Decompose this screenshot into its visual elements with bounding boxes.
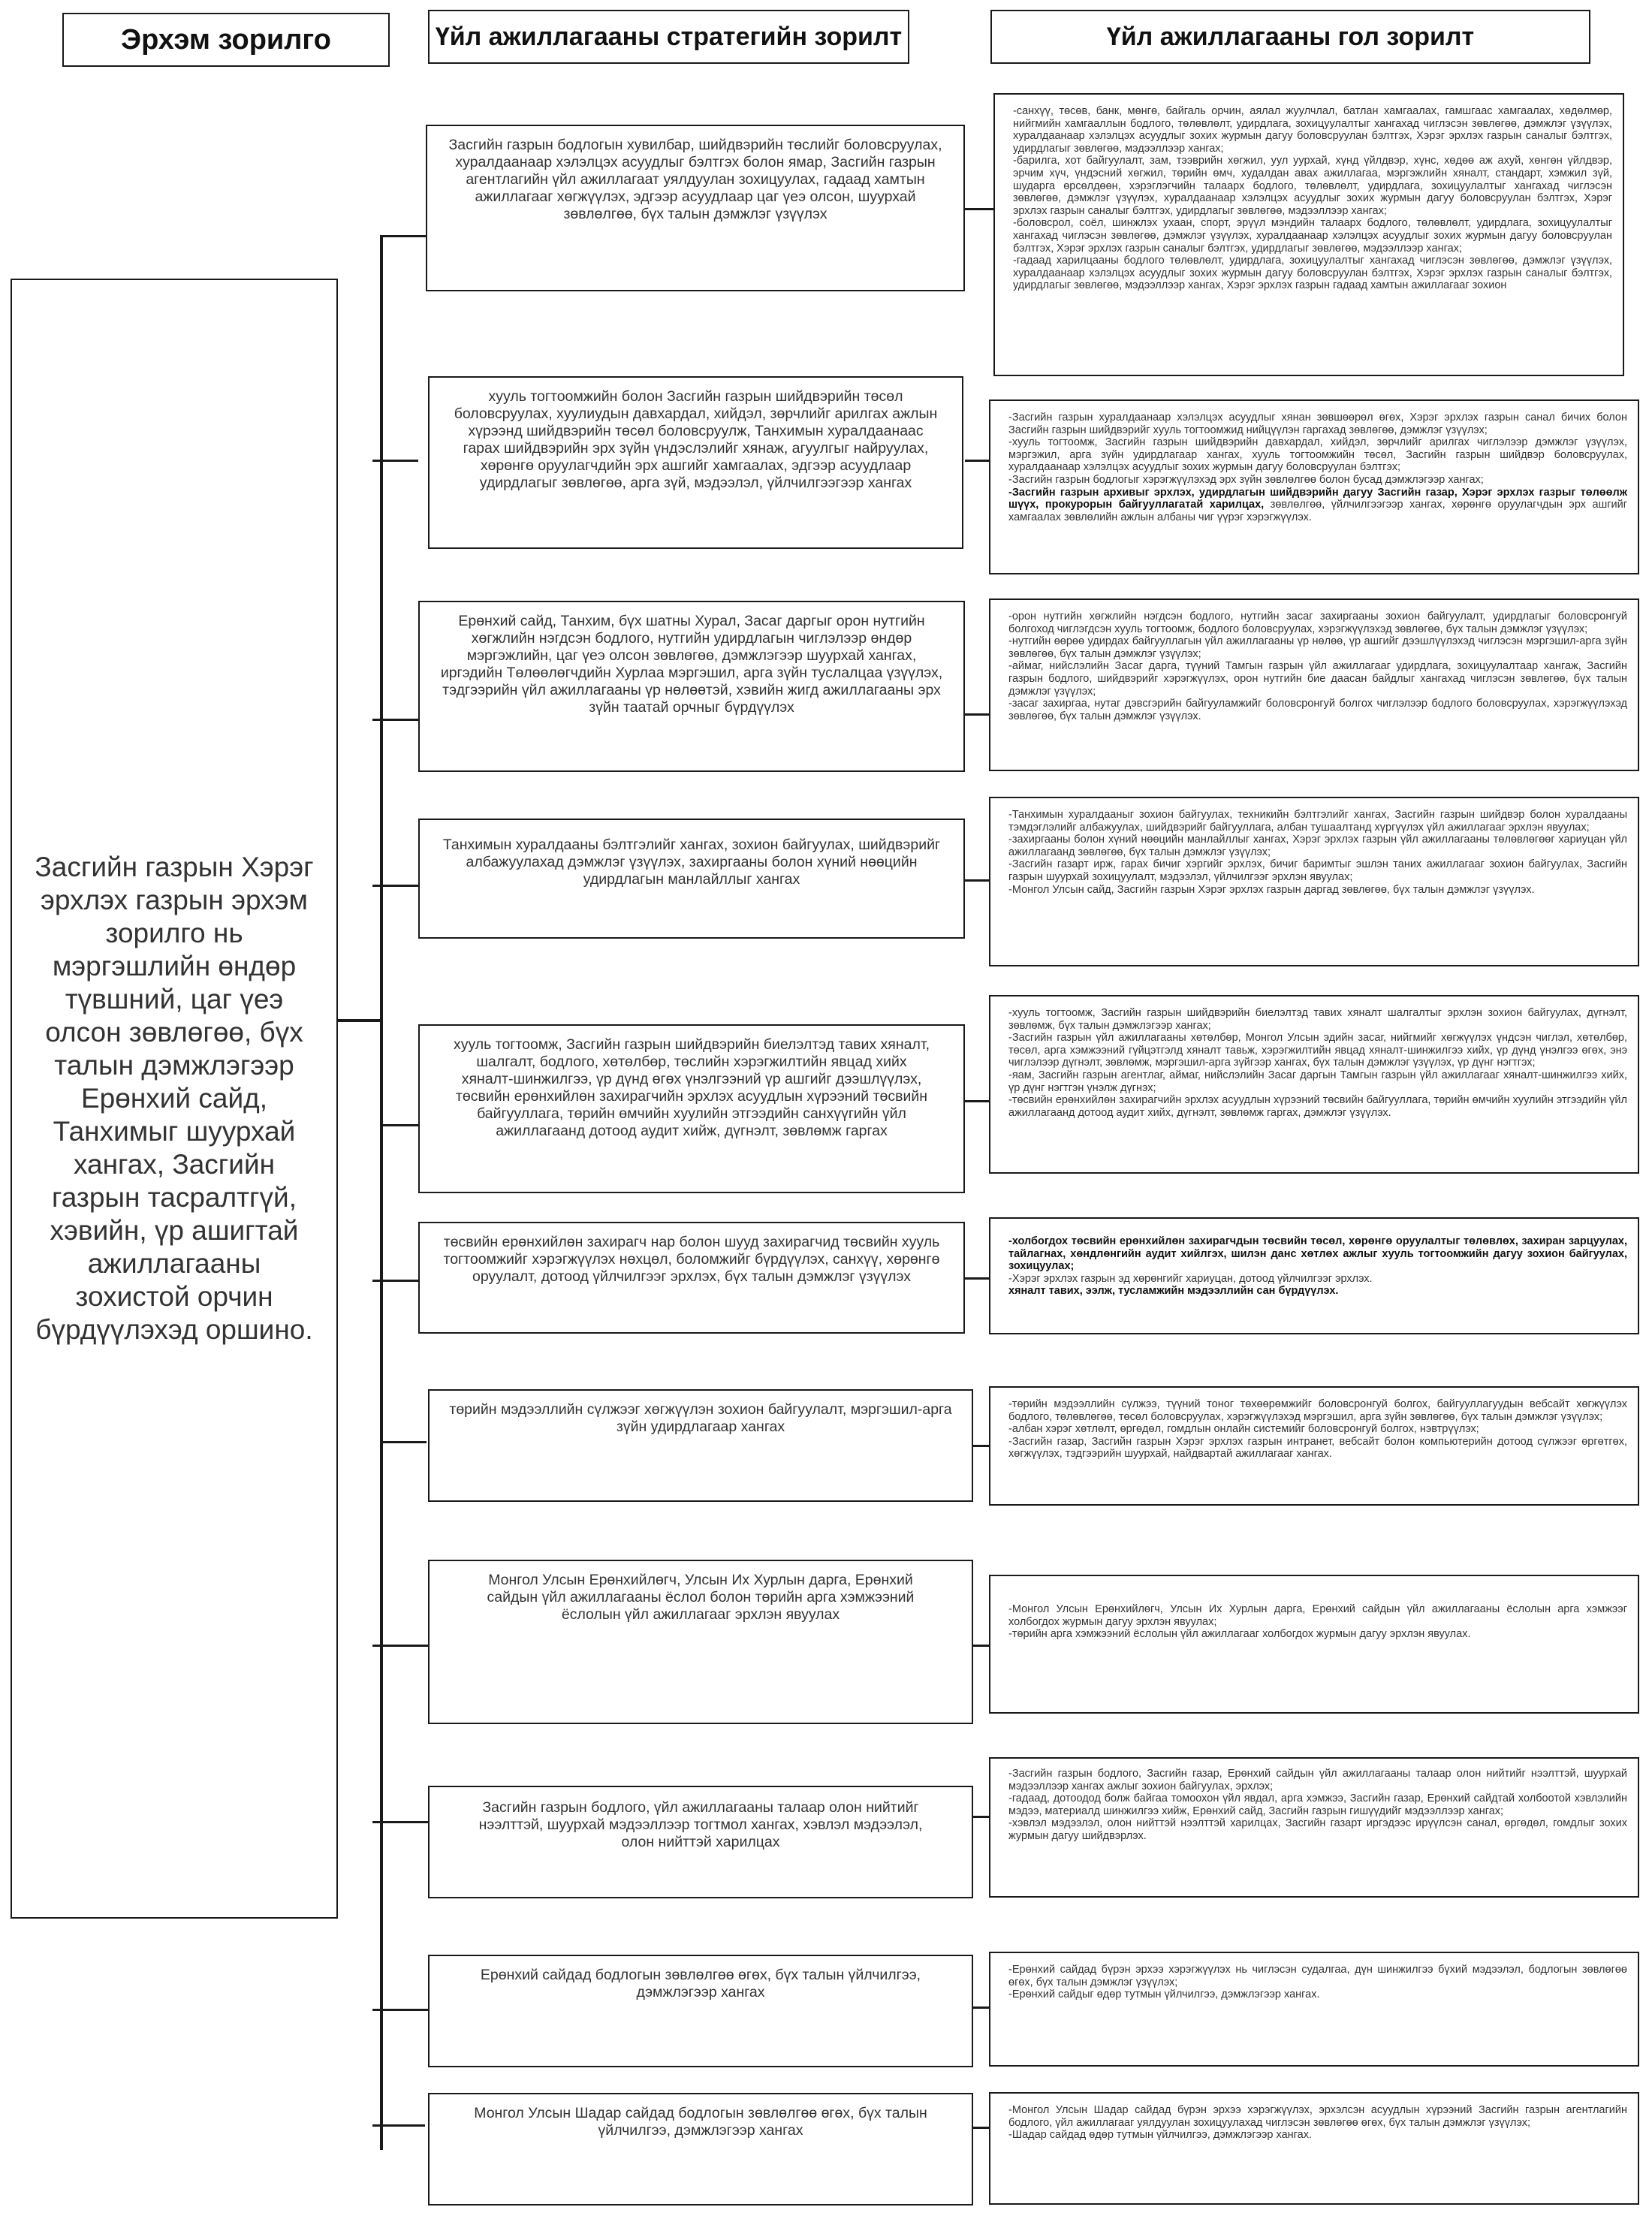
main-goal-box (989, 598, 1639, 771)
strategy-goal-box: хууль тогтоомж, Засгийн газрын шийдвэрийн биелэлтэд тавих хяналт, шалгалт, бодлого, хөтөлбөр, төслийн хэрэгжилтийн явцад хийх хяналт-шинжилгээ, үр дүнд өгөх үнэлгээний үр ашгийг дээшлүүлэх, төсвийн ерөнхийлөн захирагчийн эрхлэх асуудлын хүрээний төсвийн байгууллага, төрийн өмчийн хуулийн этгээдийн санхүүгийн үйл ажиллагаанд дотоод аудит хийж, дүгнэлт, зөвлөмж гаргах (418, 1024, 965, 1193)
goal-item: -төрийн арга хэмжээний ёслолын үйл ажиллагааг холбогдох журмын дагуу эрхлэн явуулах. (1008, 1628, 1471, 1641)
strategy-goal-box: хууль тогтоомжийн болон Засгийн газрын шийдвэрийн төсөл боловсруулах, хуулиудын давхардал, хийдэл, зөрчлийг арилгах ажлын хүрээнд шийдвэрийн төсөл боловсруулж, Танхимын хуралдаанаас гарах шийдвэрийн эрх зүйн үндэслэлийг хянаж, агуулгыг найруулах, хөрөнгө оруулагчдийн эрх ашгийг хамгаалах, эдгээр асуудлаар удирдлагыг зөвлөгөө, арга зүй, мэдээлэл, үйлчилгээгээр хангах (428, 376, 963, 549)
connector-detail (973, 1445, 990, 1447)
main-goal-box (993, 93, 1624, 376)
goal-item: -төсвийн ерөнхийлөн захирагчийн эрхлэх асуудлын хүрээний төсвийн байгууллага, төрийн өмчийн хуулийн этгээдийн үйл ажиллагаанд дотоод аудит хийх, дүгнэлт, зөвлөмж гаргах, дэмжлэг үзүүлэх. (1008, 1094, 1627, 1119)
strategy-goal-box: Засгийн газрын бодлогын хувилбар, шийдвэрийн төслийг боловсруулах, хуралдаанаар хэлэлцэх асуудлыг бэлтгэх болон ямар, Засгийн газрын агентлагийн үйл ажиллагаат уялдуулан зохицуулах, гадаад хамтын ажиллагааг хөгжүүлэх, эдгээр асуудлаар цаг үеэ олсон, шуурхай зөвлөлгөө, бүх талын дэмжлэг үзүүлэх (426, 125, 965, 291)
connector-detail (965, 208, 993, 210)
strategy-goal-box: Танхимын хуралдааны бэлтгэлийг хангах, зохион байгуулах, шийдвэрийг албажуулахад дэмжлэг үзүүлэх, захиргааны болон хүний нөөцийн удирдлагын манлайллыг хангах (418, 819, 965, 939)
goal-item: -захиргааны болон хүний нөөцийн манлайллыг хангах, Хэрэг эрхлэх газрын үйл ажиллагааны төлөвлөгөөг хариуцан үйл ажиллагаанд зөвлөгөө, бүх талын дэмжлэг үзүүлэх; (1008, 834, 1627, 858)
goal-item: -барилга, хот байгуулалт, зам, тээврийн хөгжил, уул уурхай, хүнд үйлдвэр, хүнс, хөдөө аж ахуй, хөнгөн үйлдвэр, эрчим хүч, үндэсний хөгжил, төрийн өмч, худалдан авах ажиллагаа, мэргэжлийн хяналт, стандарт, хэмжил зүй, шударга өрсөлдөөн, хэрэглэгчийн талаарх бодлого, төлөвлөлт, удирдлага, зохицуулалтыг хангахад чиглэсэн зөвлөгөө, дэмжлэг үзүүлэх, хуралдаанаар хэлэлцэх асуудлыг зохих журмын дагуу боловсруулан бэлтгэх, Хэрэг эрхлэх газрын саналыг бэлтгэх, удирдлагыг зөвлөгөө, мэдээллээр хангах; (1013, 155, 1612, 217)
goal-item: -нутгийн өөрөө удирдах байгууллагын үйл ажиллагааны үр нөлөө, үр ашгийг дээшлүүлэхэд чиглэсэн мэргэшил-арга зүйн зөвлөгөө, бүх талын дэмжлэг үзүүлэх; (1008, 635, 1627, 660)
connector-trunk (380, 235, 383, 2150)
main-goal-box (989, 399, 1639, 574)
goal-item-bold: хяналт тавих, ээлж, тусламжийн мэдээллийн сан бүрдүүлэх. (1008, 1285, 1339, 1298)
goal-item: -Монгол Улсын сайд, Засгийн газрын Хэрэг эрхлэх газрын даргад зөвлөгөө, бүх талын дэмжлэг үзүүлэх. (1008, 883, 1535, 896)
mission-statement: Засгийн газрын Хэрэг эрхлэх газрын эрхэм зорилго нь мэргэшлийн өндөр түвшний, цаг үеэ олсон зөвлөгөө, бүх талын дэмжлэгээр Ерөнхий сайд, Танхимыг шуурхай хангах, Засгийн газрын тасралтгүй, хэвийн, үр ашигтай ажиллагааны зохистой орчин бүрдүүлэхэд оршино. (11, 279, 338, 1919)
main-goal-box (989, 1575, 1639, 1714)
connector-branch (372, 2009, 428, 2011)
goal-item (1008, 487, 1627, 524)
strategy-goal-box: төсвийн ерөнхийлөн захирагч нар болон шууд захирагчид төсвийн хууль тогтоомжийг хэрэгжүүлэх нөхцөл, боломжийг бүрдүүлэх, санхүү, хөрөнгө оруулалт, дотоод үйлчилгээг эрхлэх, бүх талын дэмжлэг үзүүлэх (418, 1222, 965, 1334)
goal-item: -орон нутгийн хөгжлийн нэгдсэн бодлого, нутгийн засаг захиргааны зохион байгуулалт, удирдлагыг боловсронгуй болгоход чиглэгдсэн хууль тогтоомж, бодлого боловсруулах, хэрэгжүүлэхэд зөвлөгөө, бүх талын дэмжлэг үзүүлэх; (1008, 611, 1627, 635)
connector-branch (380, 1124, 424, 1126)
goal-item: -Хэрэг эрхлэх газрын эд хөрөнгийг хариуцан, дотоод үйлчилгээг эрхлэх. (1008, 1272, 1373, 1285)
connector-branch (380, 1441, 427, 1443)
strategic-goal-header: Үйл ажиллагааны стратегийн зорилт (428, 10, 909, 64)
connector-detail (965, 1100, 989, 1102)
goal-item: -Танхимын хуралдааныг зохион байгуулах, техникийн бэлтгэлийг хангах, Засгийн газрын шийдвэр болон хуралдааны тэмдэглэлийг албажуулах, шийдвэрийг байгууллага, албан тушаалтанд хүргүүлэх үйл ажиллагааг эрхлэн явуулах; (1008, 809, 1627, 834)
connector-branch (372, 719, 418, 721)
goal-item: -хууль тогтоомж, Засгийн газрын шийдвэрийн биелэлтэд тавих хяналт шалгалтыг эрхлэн зохион байгуулах, дүгнэлт, зөвлөмж, бүх талын дэмжлэгээр хангах; (1008, 1007, 1627, 1032)
goal-item: -Ерөнхий сайдыг өдөр тутмын үйлчилгээ, дэмжлэгээр хангах. (1008, 1988, 1320, 2001)
goal-item: -Ерөнхий сайдад бүрэн эрхээ хэрэгжүүлэх нь чиглэсэн судалгаа, дүн шинжилгээ бүхий мэдээлэл, бодлогын зөвлөгөө өгөх, бүх талын дэмжлэг үзүүлэх; (1008, 1964, 1627, 1988)
goal-item: -засаг захиргаа, нутаг дэвсгэрийн байгууламжийг боловсронгуй болгох чиглэлээр бодлого боловсруулах, хэрэгжүүлэхэд зөвлөгөө, бүх талын дэмжлэг үзүүлэх. (1008, 698, 1627, 722)
goal-item: -санхүү, төсөв, банк, мөнгө, байгаль орчин, аялал жуулчлал, батлан хамгаалах, гамшгаас хамгаалах, хөдөлмөр, нийгмийн хамгааллын бодлого, төлөвлөлт, удирдлага, зохицуулалтыг хангахад чиглэсэн зөвлөгөө, дэмжлэг үзүүлэх, хуралдаанаар хэлэлцэх асуудлыг зохих журмын дагуу боловсруулан бэлтгэх, Хэрэг эрхлэх газрын саналыг бэлтгэх, удирдлагыг зөвлөгөө, мэдээллээр хангах; (1013, 105, 1612, 155)
goal-item: -хэвлэл мэдээлэл, олон нийттэй нээлттэй харилцах, Засгийн газарт иргэдээс ирүүлсэн санал, өргөдөл, гомдлыг зохих журмын дагуу шийдвэрлэх. (1008, 1817, 1627, 1842)
goal-item: -гадаад харилцааны бодлого төлөвлөлт, удирдлага, зохицуулалтыг хангахад чиглэсэн зөвлөгөө, дэмжлэг үзүүлэх, хуралдаанаар хэлэлцэх асуудлыг зохих журмын дагуу боловсруулан бэлтгэх, Хэрэг эрхлэх газрын саналыг бэлтгэх, удирдлагыг зөвлөгөө, мэдээллээр хангах, Хэрэг эрхлэх газрын гадаад хамтын ажиллагааг зохион (1013, 255, 1612, 292)
goal-item: -Монгол Улсын Ерөнхийлөгч, Улсын Их Хурлын дарга, Ерөнхий сайдын үйл ажиллагааны ёслолын арга хэмжээг холбогдох журмын дагуу эрхлэн явуулах; (1008, 1603, 1627, 1628)
mission-header: Эрхэм зорилго (62, 13, 390, 67)
main-goal-box (989, 1386, 1639, 1506)
connector-branch (380, 235, 426, 237)
goal-item: -Засгийн газрын хуралдаанаар хэлэлцэх асуудлыг хянан зөвшөөрөл өгөх, Хэрэг эрхлэх газрын санал бичих болон Засгийн газрын шийдвэрийг хууль тогтоомжид нийцүүлэн гаргахад зөвлөгөө, дэмжлэг үзүүлэх; (1008, 412, 1627, 436)
goal-item-bold: -холбогдох төсвийн ерөнхийлөн захирагчдын төсвийн төсөл, хөрөнгө оруулалтыг төлөвлөх, захиран зарцуулах, тайлагнах, хөндлөнгийн аудит хийлгэх, шилэн данс хөтлөх ажлыг хууль тогтоомжийн дагуу зохион байгуулах, зохицуулах; (1008, 1235, 1627, 1273)
goal-item: -Шадар сайдад өдөр тутмын үйлчилгээ, дэмжлэгээр хангах. (1008, 2129, 1312, 2142)
goal-item: -яам, Засгийн газрын агентлаг, аймаг, нийслэлийн Засаг даргын Тамгын газрын үйл ажиллагааг хяналт-шинжилгээ хийх, үр дүнг нэгтгэн үнэлж дүгнэх; (1008, 1069, 1627, 1094)
goal-item: -Засгийн газрын бодлого, Засгийн газар, Ерөнхий сайдын үйл ажиллагааны талаар олон нийтийг нээлттэй, шуурхай мэдээллээр хангах ажлыг зохион байгуулах, эрхлэх; (1008, 1768, 1627, 1792)
goal-item: -Монгол Улсын Шадар сайдад бүрэн эрхээ хэрэгжүүлэх, эрхэлсэн асуудлын хүрээний Засгийн газрын агентлагийн бодлого, үйл ажиллагааг уялдуулан зохицуулахад чиглэсэн зөвлөгөө өгөх, бүх талын дэмжлэг үзүүлэх; (1008, 2104, 1627, 2129)
connector-branch (372, 2124, 425, 2127)
goal-item-tail: зөвлөлгөө, үйлчилгээгээр хангах, хөрөнгө оруулагчдын эрх ашгийг хамгаалах зөвлөлийн ажлын албаны чиг үүрэг хэрэгжүүлэх. (1008, 499, 1627, 523)
strategy-goal-box: төрийн мэдээллийн сүлжээг хөгжүүлэн зохион байгуулалт, мэргэшил-арга зүйн удирдлагаар хангах (428, 1389, 973, 1502)
goal-item: -боловсрол, соёл, шинжлэх ухаан, спорт, эрүүл мэндийн талаарх бодлого, төлөвлөлт, удирдлага, зохицуулалтыг хангахад чиглэсэн зөвлөгөө, дэмжлэг үзүүлэх, хуралдаанаар хэлэлцэх асуудлыг зохих журмын дагуу боловсруулан бэлтгэх, Хэрэг эрхлэх газрын саналыг бэлтгэх, удирдлагыг зөвлөгөө, мэдээллээр хангах; (1013, 217, 1612, 255)
connector-detail (973, 1816, 990, 1818)
strategy-goal-box: Засгийн газрын бодлого, үйл ажиллагааны талаар олон нийтийг нээлттэй, шуурхай мэдээллээр тогтмол хангах, хэвлэл мэдээлэл, олон нийттэй харилцах (428, 1786, 973, 1898)
connector-detail (965, 713, 989, 716)
connector-branch (372, 885, 418, 887)
goal-item: -албан хэрэг хөтлөлт, өргөдөл, гомдлын онлайн системийг боловсронгуй болгох, нэвтрүүлэх; (1008, 1423, 1479, 1436)
main-goal-header: Үйл ажиллагааны гол зорилт (990, 10, 1590, 64)
main-goal-box (989, 1952, 1639, 2067)
goal-item: -Засгийн газар, Засгийн газрын Хэрэг эрхлэх газрын интранет, вебсайт болон компьютерийн дотоод сүлжээг өргөтгөх, хөгжүүлэх, тэдгээрийн шуурхай, найдвартай ажиллагааг хангах. (1008, 1435, 1627, 1461)
goal-item: -хууль тогтоомж, Засгийн газрын шийдвэрийн давхардал, хийдэл, зөрчлийг арилгах чиглэлээр дэмжлэг үзүүлэх, мэргэжил, арга зүйн удирдлагаар хангах, хууль тогтоомжийн төсөл, Засгийн газрын шийдвэр боловсруулах, хуралдаанаар хэлэлцэх асуудлыг зохих журмын дагуу боловсруулан бэлтгэх; (1008, 436, 1627, 474)
main-goal-box (989, 2092, 1639, 2205)
connector-branch (372, 460, 418, 462)
connector-detail (965, 879, 989, 882)
main-goal-box (989, 1217, 1639, 1334)
connector-branch (372, 1645, 428, 1647)
main-goal-box (989, 797, 1639, 966)
goal-item: -Засгийн газрын бодлогыг хэрэгжүүлэхэд эрх зүйн зөвлөлгөө болон бусад дэмжлэгээр хангах; (1008, 473, 1484, 486)
strategy-goal-box: Монгол Улсын Ерөнхийлөгч, Улсын Их Хурлын дарга, Ерөнхий сайдын үйл ажиллагааны ёслол болон төрийн арга хэмжээний ёслолын үйл ажиллагааг эрхлэн явуулах (428, 1560, 973, 1724)
connector-detail (965, 1277, 989, 1280)
strategy-goal-box: Монгол Улсын Шадар сайдад бодлогын зөвлөлгөө өгөх, бүх талын үйлчилгээ, дэмжлэгээр хангах (428, 2093, 973, 2205)
goal-item: -гадаад, дотоодод болж байгаа томоохон үйл явдал, арга хэмжээ, Засгийн газар, Ерөнхий сайдтай холбоотой хэвлэлийн мэдээ, материалд шинжилгээ хийж, Ерөнхий сайд, Засгийн газрын гишүүдийг мэдээллээр хангах; (1008, 1792, 1627, 1817)
goal-item: -төрийн мэдээллийн сүлжээ, түүний тоног төхөөрөмжийг боловсронгуй болгох, байгууллагуудын вебсайт хөгжүүлэх бодлого, төлөвлөгөө, төсөл боловсруулах, хэрэгжүүлэхэд мэргэшил, арга зүйн зөвлөгөө, бүх талын дэмжлэг үзүүлэх; (1008, 1398, 1627, 1423)
main-goal-box (989, 995, 1639, 1174)
connector-branch (372, 1280, 418, 1282)
connector-detail (965, 460, 989, 462)
strategy-goal-box: Ерөнхий сайд, Танхим, бүх шатны Хурал, Засаг даргыг орон нутгийн хөгжлийн нэгдсэн бодлого, нутгийн удирдлагын чиглэлээр өндөр мэргэжлийн, цаг үеэ олсон зөвлөгөө, дэмжлэгээр шуурхай хангах, иргэдийн Төлөөлөгчдийн Хурлаа мэргэшил, арга зүйн туслалцаа үзүүлэх, тэдгээрийн үйл ажиллагааны үр нөлөөтэй, хэвийн жигд ажиллагааны эрх зүйн таатай орчныг бүрдүүлэх (418, 601, 965, 772)
goal-item-bold: -Засгийн газрын архивыг эрхлэх, удирдлагын шийдвэрийн дагуу Засгийн газар, Хэрэг эрхлэх газрыг төлөөлж шүүх, прокурорын байгууллагатай харилцах, (1008, 486, 1627, 511)
main-goal-box (989, 1757, 1639, 1898)
goal-item: -Засгийн газарт ирж, гарах бичиг хэргийг эрхлэх, бичиг баримтыг эшлэн таних ажиллагааг зохион байгуулах, Засгийн газрын шуурхай зохицуулалт, мэдээлэл, үйлчилгээг эрхлэн явуулах; (1008, 858, 1627, 883)
goal-item: -Засгийн газрын үйл ажиллагааны хөтөлбөр, Монгол Улсын эдийн засаг, нийгмийг хөгжүүлэх үндсэн чиглэл, хөтөлбөр, төсөл, арга хэмжээний гүйцэтгэлд хяналт тавьж, хэрэгжилтийн явцад хяналт-шинжилгээ хийх, үр дүнд үнэлгээ өгөх, энэ чиглэлээр дүгнэлт, зөвлөмж, мэргэшил-арга зүйгээр хангах, бүх талын дэмжлэг үзүүлэх, үр дүнг нэгтгэх; (1008, 1032, 1627, 1069)
goal-item: -аймаг, нийслэлийн Засаг дарга, түүний Тамгын газрын үйл ажиллагааг удирдлага, зохицуулалтаар хангаж, Засгийн газрын бодлого, шийдвэрийг хэрэгжүүлэх, орон нутгийн бие даасан байдлыг хангахад чиглэсэн зөвлөгөө, бүх талын дэмжлэг үзүүлэх; (1008, 660, 1627, 698)
strategy-goal-box: Ерөнхий сайдад бодлогын зөвлөлгөө өгөх, бүх талын үйлчилгээ, дэмжлэгээр хангах (428, 1955, 973, 2067)
connector-detail (973, 1645, 990, 1647)
connector-branch (372, 1821, 428, 1823)
connector-mission-trunk (338, 1019, 381, 1022)
